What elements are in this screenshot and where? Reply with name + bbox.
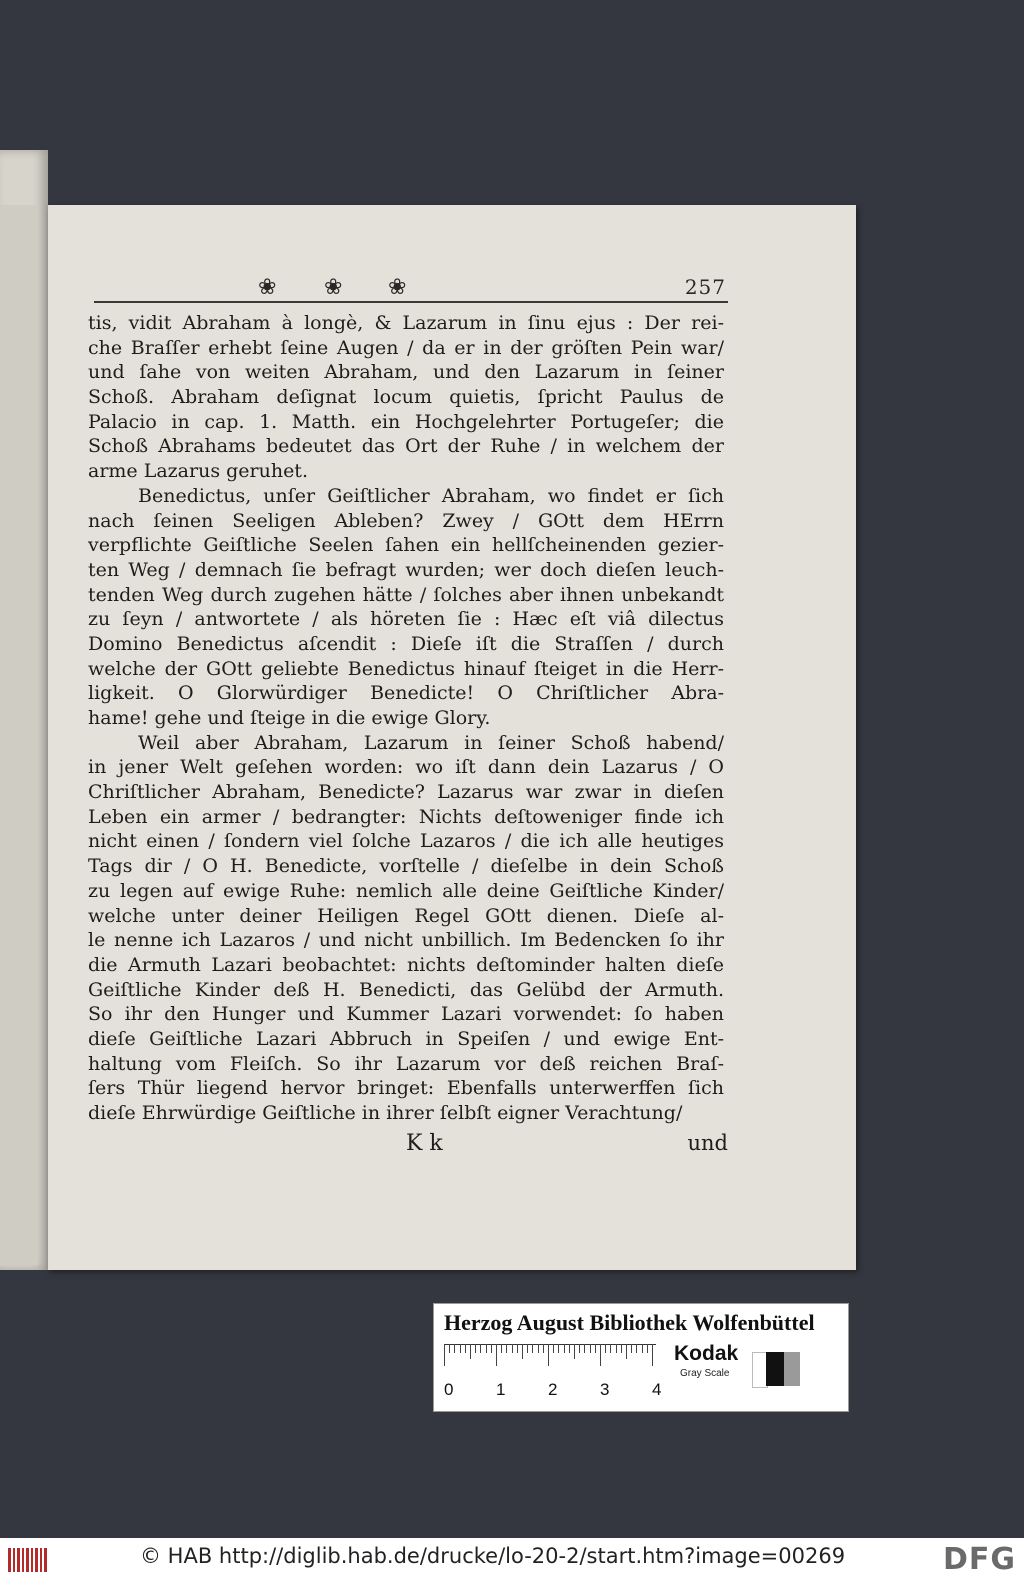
scale-tick (538, 1344, 539, 1353)
text-line: ten Weg / demnach ſie befragt wurden; wer doch dieſen leuch- (88, 558, 724, 581)
scale-tick (605, 1344, 606, 1353)
measure-scale (444, 1344, 656, 1374)
scale-tick (475, 1344, 476, 1353)
scale-tick (600, 1344, 601, 1366)
text-line: Palacio in cap. 1. Matth. ein Hochgelehrter Portugeſer; die (88, 410, 724, 433)
kodak-logo: Kodak (674, 1342, 739, 1365)
text-line: welche der GOtt geliebte Benedictus hinauf ſteiget in die Herr- (88, 657, 724, 680)
text-line: in jener Welt geſehen worden: wo iſt dann dein Lazarus / O (88, 756, 724, 779)
text-line: arme Lazarus geruhet. (88, 460, 308, 483)
scale-tick (460, 1344, 461, 1353)
scale-tick (626, 1344, 627, 1359)
text-line: Benedictus, unſer Geiſtlicher Abraham, wo findet er ſich (138, 484, 724, 507)
scale-number: 1 (496, 1380, 506, 1399)
text-line: haltung vom Fleiſch. So ihr Lazarum vor deß reichen Braſ- (88, 1052, 724, 1075)
scale-tick (652, 1344, 653, 1366)
page-number: 257 (684, 275, 726, 299)
scale-tick (491, 1344, 492, 1353)
body-text (88, 311, 724, 1126)
text-line: dieſe Ehrwürdige Geiſtliche in ihrer ſelbſt eigner Verachtung/ (88, 1102, 683, 1124)
scale-tick (517, 1344, 518, 1353)
text-line: welche unter deiner Heiligen Regel GOtt dienen. Dieſe al- (88, 904, 724, 927)
text-line: Tags dir / O H. Benedicte, vorſtelle / dieſelbe in dein Schoß (88, 855, 724, 878)
text-line: Chriſtlicher Abraham, Benedicte? Lazarus war zwar in dieſen (88, 781, 724, 804)
scale-tick (590, 1344, 591, 1353)
text-line: che Braſſer erhebt ſeine Augen / da er in der gröſten Pein war/ (88, 336, 724, 359)
catchword: und (687, 1131, 728, 1155)
scale-tick (501, 1344, 502, 1353)
scale-tick (454, 1344, 455, 1353)
scale-tick (449, 1344, 450, 1353)
copyright-url: © HAB http://diglib.hab.de/drucke/lo-20-2/start.htm?image=00269 (140, 1544, 846, 1568)
scale-number: 2 (548, 1380, 558, 1399)
footer-bar (0, 1538, 1024, 1582)
scale-tick (642, 1344, 643, 1353)
text-line: Weil aber Abraham, Lazarum in ſeiner Schoß habend/ (138, 731, 724, 754)
gray-patch-mid (784, 1352, 800, 1386)
scale-tick (564, 1344, 565, 1353)
text-line: Schoß Abrahams bedeutet das Ort der Ruhe / in welchem der (88, 435, 724, 458)
scale-tick (616, 1344, 617, 1353)
text-line: tenden Weg durch zugehen hätte / ſolches aber ihnen unbekandt (88, 583, 724, 606)
library-name: Herzog August Bibliothek Wolfenbüttel (444, 1310, 815, 1335)
scale-tick (543, 1344, 544, 1353)
text-line: So ihr den Hunger und Kummer Lazari vorwendet: ſo haben (88, 1003, 724, 1026)
dfg-logo: DFG (942, 1542, 1016, 1577)
scale-number: 4 (652, 1380, 662, 1399)
gray-scale-label: Gray Scale (680, 1368, 730, 1379)
scale-tick (480, 1344, 481, 1353)
scale-number: 0 (444, 1380, 454, 1399)
text-line: Leben ein armer / bedrangter: Nichts deſtoweniger finde ich (88, 805, 724, 828)
scale-tick (506, 1344, 507, 1353)
scale-tick (532, 1344, 533, 1353)
scale-tick (486, 1344, 487, 1353)
text-line: die Armuth Lazari beobachtet: nichts deſtominder halten dieſe (88, 953, 724, 976)
scale-tick (470, 1344, 471, 1359)
text-line: le nenne ich Lazaros / und nicht unbillich. Im Bedencken ſo ihr (88, 929, 724, 952)
scale-tick (647, 1344, 648, 1353)
text-line: nicht einen / ſondern viel ſolche Lazaros / die ich alle heutiges (88, 830, 724, 853)
hab-logo-icon (6, 1544, 48, 1576)
text-line: dieſe Geiſtliche Lazari Abbruch in Speiſen / und ewige Ent- (88, 1027, 724, 1050)
text-line: zu ſeyn / antwortete / als höreten ſie : Hæc eſt viâ dilectus (88, 608, 724, 631)
scale-tick (584, 1344, 585, 1353)
scale-numbers (444, 1380, 684, 1402)
running-head (96, 275, 726, 301)
color-target-label (433, 1303, 849, 1412)
text-line: und ſahe von weiten Abraham, und den Lazarum in ſeiner (88, 361, 724, 384)
text-line: nach ſeinen Seeligen Ableben? Zwey / GOtt dem HErrn (88, 509, 724, 532)
scale-number: 3 (600, 1380, 610, 1399)
scale-tick (444, 1344, 445, 1366)
scale-tick (465, 1344, 466, 1353)
text-line: ligkeit. O Glorwürdiger Benedicte! O Chriſtlicher Abra- (88, 682, 724, 705)
scale-tick (569, 1344, 570, 1353)
text-line: tis, vidit Abraham à longè, & Lazarum in ſinu ejus : Der rei- (88, 312, 724, 334)
scale-tick (621, 1344, 622, 1353)
scale-tick (636, 1344, 637, 1353)
text-line: Domino Benedictus aſcendit : Dieſe iſt die Straſſen / durch (88, 632, 724, 655)
scale-tick (631, 1344, 632, 1353)
scale-tick (610, 1344, 611, 1353)
facing-page-edge-inner (0, 205, 38, 1265)
ornament-icon: ❀ (324, 275, 343, 300)
text-line: verpflichte Geiſtliche Seelen ſahen ein hellſcheinenden gezier- (88, 534, 724, 557)
scale-tick (548, 1344, 549, 1366)
text-line: Schoß. Abraham deſignat locum quietis, ſpricht Paulus de (88, 386, 724, 409)
scale-tick (595, 1344, 596, 1353)
scale-tick (496, 1344, 497, 1366)
text-line: Geiſtliche Kinder deß H. Benedicti, das Gelübd der Armuth. (88, 978, 724, 1001)
scale-tick (579, 1344, 580, 1353)
ornament-icon: ❀ (258, 275, 277, 300)
scale-tick (558, 1344, 559, 1353)
scale-tick (527, 1344, 528, 1353)
scale-tick (512, 1344, 513, 1353)
book-page (48, 205, 856, 1270)
scale-tick (553, 1344, 554, 1353)
text-line: ſers Thür liegend hervor bringet: Ebenfalls unterwerffen ſich (88, 1077, 724, 1100)
text-line: zu legen auf ewige Ruhe: nemlich alle deine Geiſtliche Kinder/ (88, 879, 724, 902)
ornament-icon: ❀ (388, 275, 407, 300)
text-line: hame! gehe und ſteige in die ewige Glory. (88, 707, 491, 729)
scale-tick (522, 1344, 523, 1359)
scale-tick (574, 1344, 575, 1359)
signature-mark: K k (406, 1131, 443, 1156)
head-rule (94, 301, 728, 303)
gray-patch-black (766, 1352, 784, 1386)
